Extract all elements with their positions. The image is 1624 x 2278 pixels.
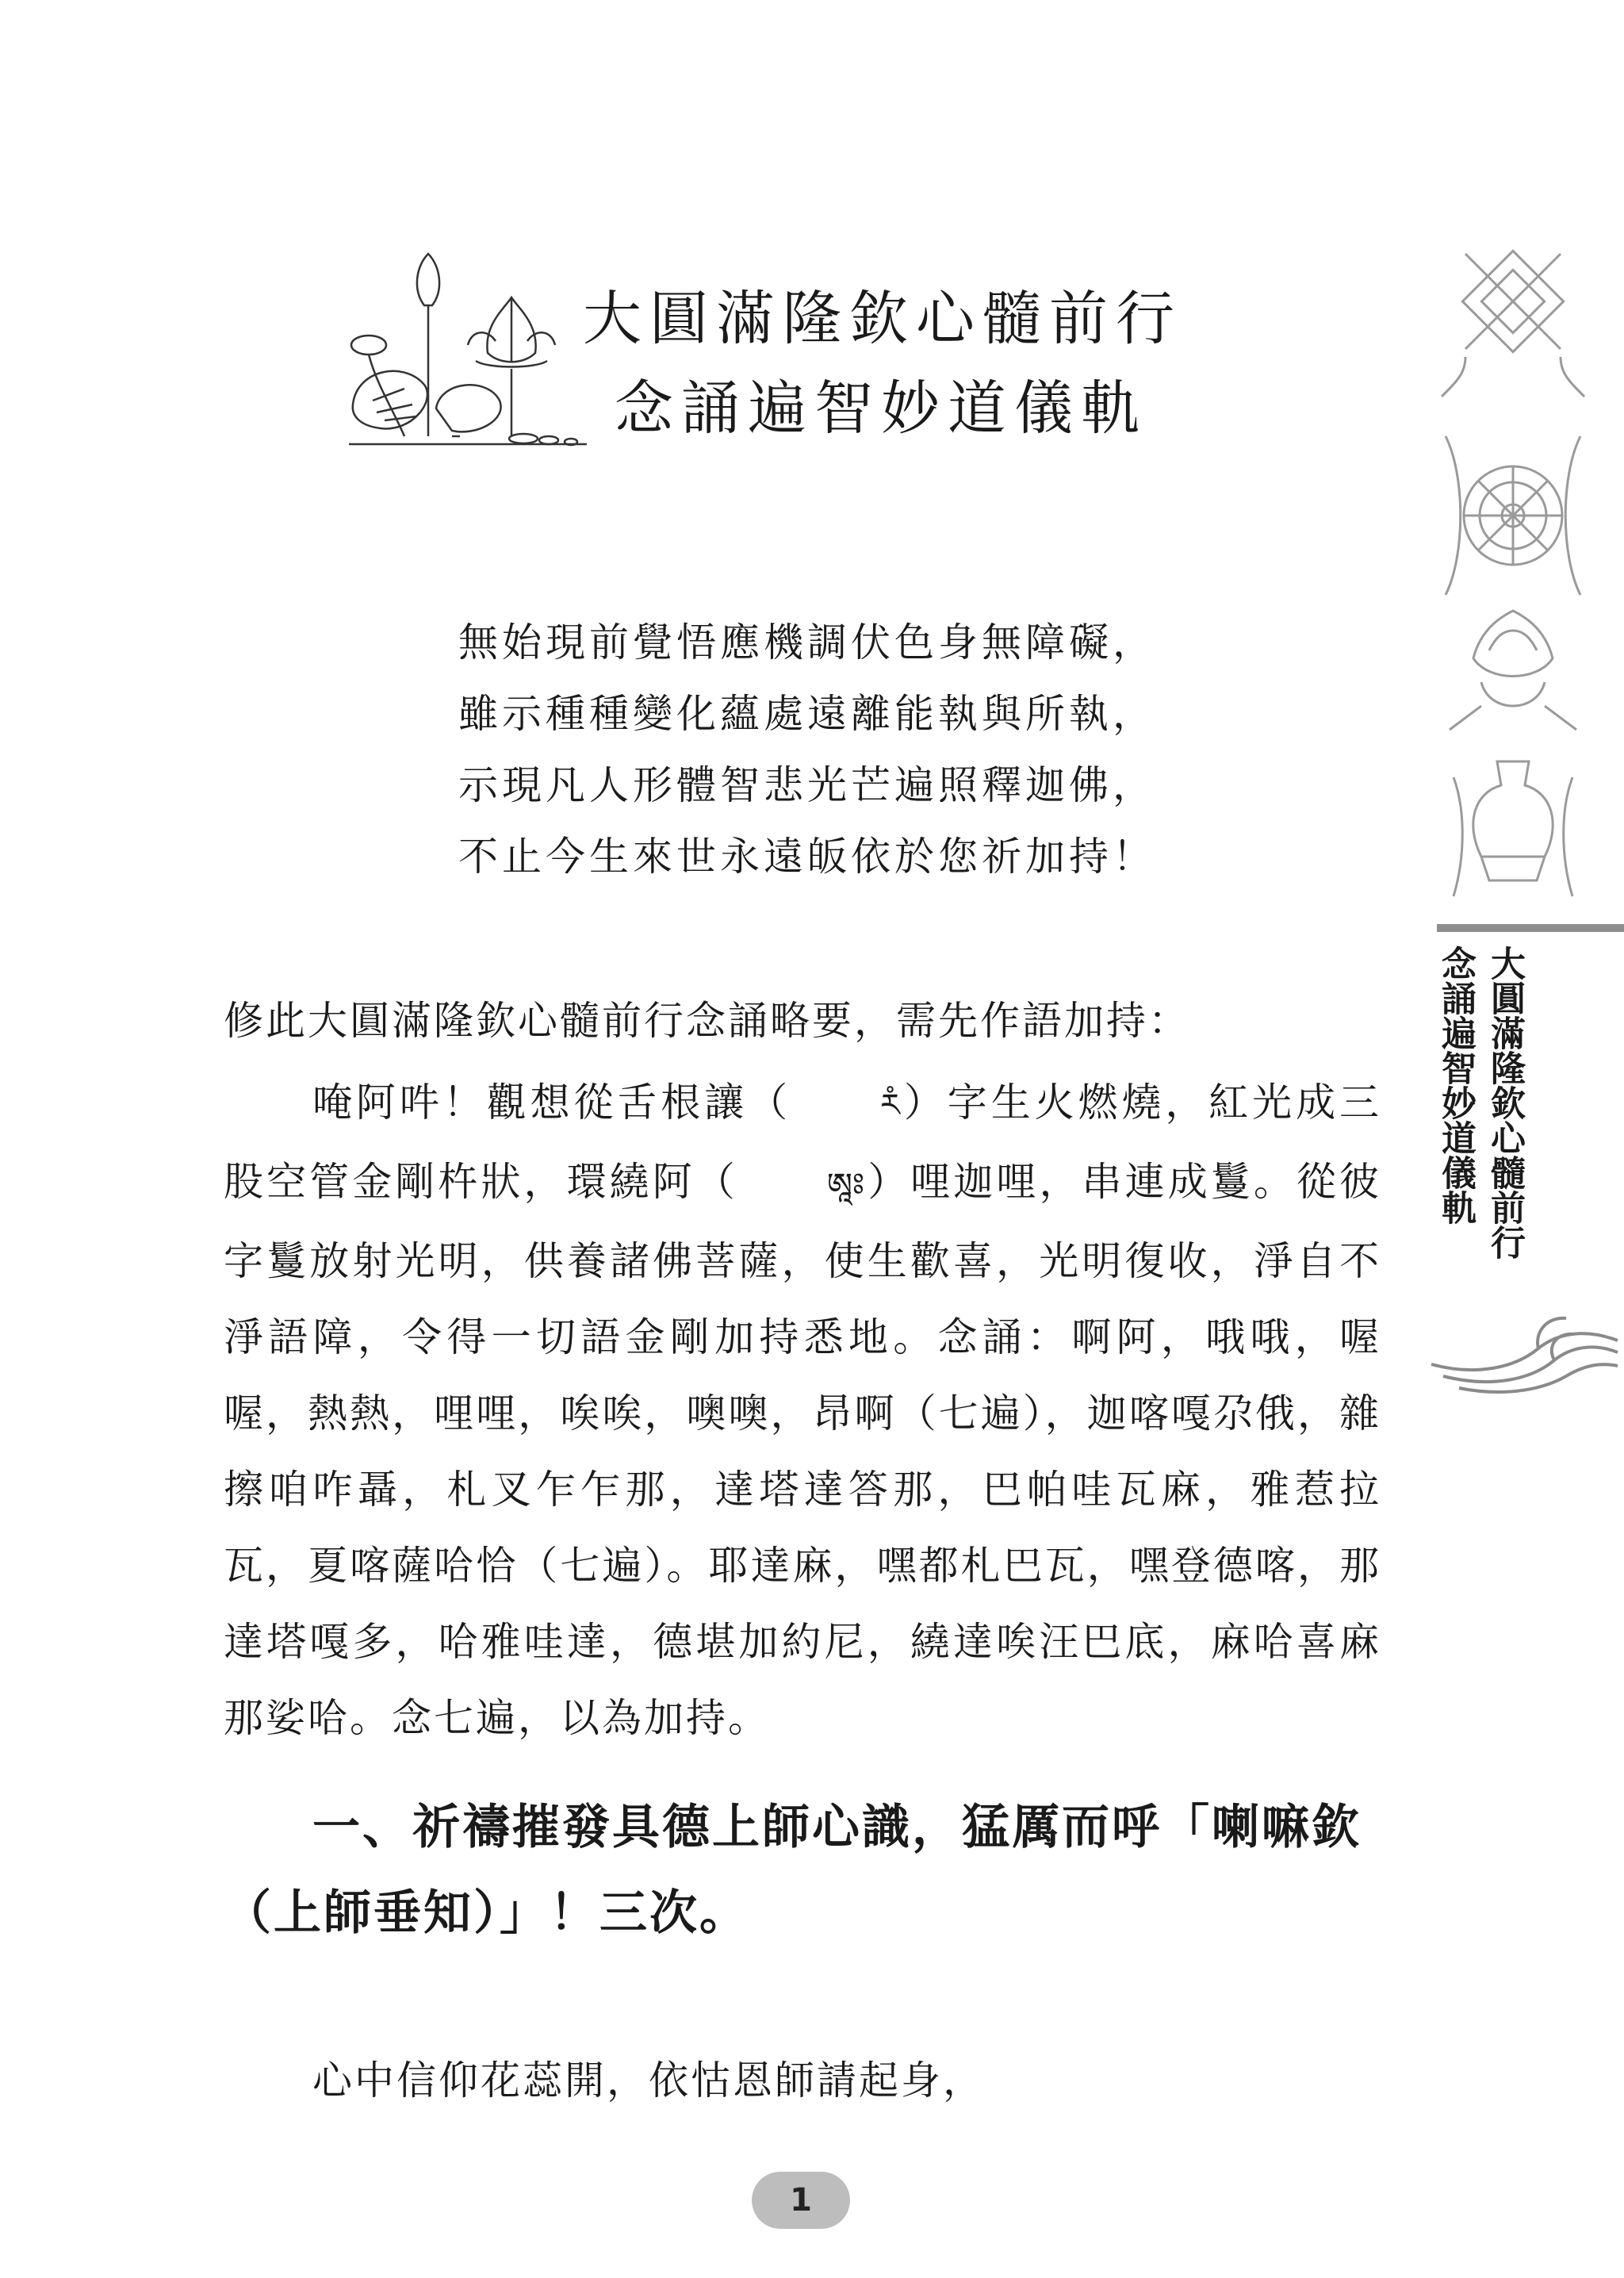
verse-line: 心中信仰花蕊開，依怙恩師請起身， — [312, 2057, 985, 2104]
intro-text: 修此大圓滿隆欽心髓前行念誦略要，需先作語加持： — [224, 998, 1190, 1044]
side-divider — [1437, 924, 1624, 932]
verse-line: 示現凡人形體智悲光芒遍照釋迦佛， — [458, 762, 1156, 808]
title-line-2: 念誦遍智妙道儀軌 — [615, 374, 1147, 443]
title-line-1: 大圓滿隆欽心髓前行 — [583, 285, 1182, 353]
verse-line: 雖示種種變化蘊處遠離能執與所執， — [458, 691, 1156, 737]
section-heading: 一、祈禱摧發具德上師心識，猛厲而呼「喇嘛欽（上師垂知）」！三次。 — [224, 1800, 1362, 1941]
tibetan-syllable-ram: ཪཾ — [880, 1087, 902, 1124]
tibetan-syllable-ah: ཨཱཿ — [826, 1167, 868, 1203]
side-title-column-1: 大圓滿隆欽心髓前行 — [1484, 945, 1525, 1260]
auspicious-symbols-icon — [1434, 238, 1592, 920]
lotus-illustration-icon — [349, 250, 587, 456]
side-title-column-2: 念誦遍智妙道儀軌 — [1435, 945, 1476, 1225]
verse-line: 不止今生來世永遠皈依於您祈加持！ — [458, 834, 1156, 880]
paragraph-text: ）哩迦哩，串連成鬘。從彼字鬘放射光明，供養諸佛菩薩，使生歡喜，光明復收，淨自不淨語障，令得一切語金剛加持悉地。念誦：啊阿，哦哦，喔喔，熱熱，哩哩，唉唉，噢噢，昂啊（七遍），迦喀嘎尕俄，雜擦咱咋聶，札叉乍乍那，達塔達答那，巴帕哇瓦麻，雅惹拉瓦，夏喀薩哈恰（七遍）。耶達麻，嘿都札巴瓦，嘿登德喀，那達塔嘎多，哈雅哇達，德堪加約尼，繞達唉汪巴底，麻哈喜麻那娑哈。念七遍，以為加持。 — [224, 1159, 1381, 1741]
wave-ornament-icon — [1427, 1301, 1622, 1404]
body-paragraph — [224, 1064, 1381, 1756]
page-number — [752, 2172, 850, 2229]
page-number-text: 1 — [790, 2182, 812, 2219]
paragraph-text: 唵阿吽！觀想從舌根讓（ — [312, 1080, 792, 1126]
paragraph-text: ）字生火燃燒，紅光成三股空管金剛杵狀，環繞阿（ — [224, 1080, 1382, 1205]
verse-line: 無始現前覺悟應機調伏色身無障礙， — [458, 619, 1156, 665]
